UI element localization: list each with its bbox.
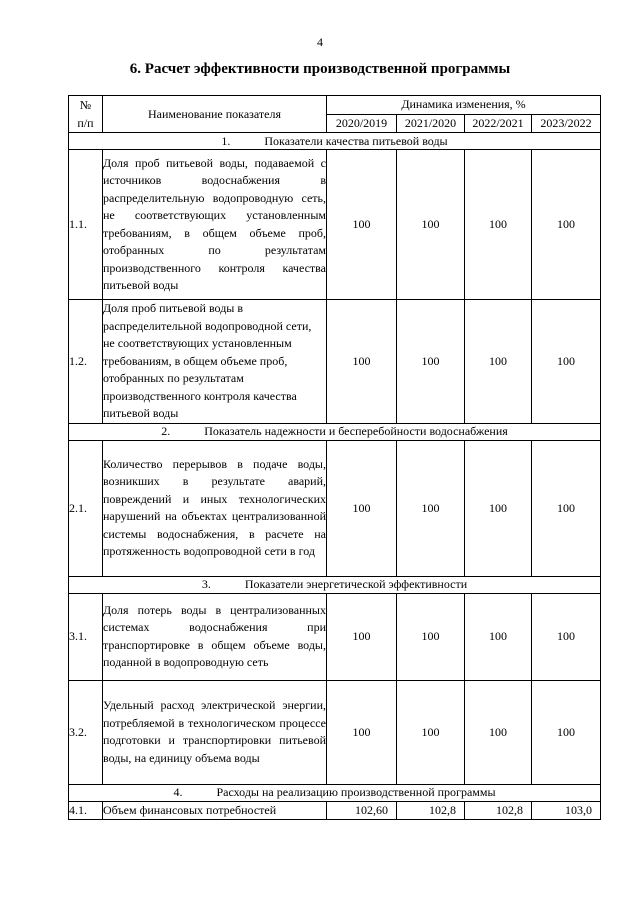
- row-value: 100: [327, 300, 397, 424]
- table-row: [69, 801, 601, 820]
- row-value: 100: [532, 680, 601, 784]
- row-value: 103,0: [532, 801, 601, 820]
- row-number: 4.1.: [69, 801, 103, 820]
- page-number: 4: [317, 35, 323, 49]
- row-number: 2.1.: [69, 440, 103, 576]
- row-value: 100: [465, 150, 532, 300]
- row-number: 3.1.: [69, 593, 103, 680]
- table-row: [69, 300, 601, 424]
- row-value: 100: [327, 593, 397, 680]
- header-dynamics: Динамика изменения, %: [327, 96, 601, 115]
- header-number: [69, 96, 103, 133]
- row-value: 100: [532, 300, 601, 424]
- row-number: 1.2.: [69, 300, 103, 424]
- header-number-line2: п/п: [77, 116, 94, 130]
- section-title-cell: [69, 576, 601, 593]
- row-value: 100: [397, 593, 465, 680]
- section-header: [69, 423, 601, 440]
- section-header: [69, 133, 601, 150]
- header-year: 2020/2019: [327, 114, 397, 133]
- row-value: 100: [465, 680, 532, 784]
- row-value: 102,8: [397, 801, 465, 820]
- row-value: 100: [327, 150, 397, 300]
- section-title-cell: [69, 784, 601, 801]
- page-title: 6. Расчет эффективности производственной программы: [129, 61, 511, 77]
- row-value: 102,60: [327, 801, 397, 820]
- section-number: 4.: [173, 785, 183, 799]
- row-value: 100: [465, 593, 532, 680]
- section-title: Расходы на реализацию производственной программы: [216, 785, 496, 799]
- table-row: [69, 680, 601, 784]
- row-number: 3.2.: [69, 680, 103, 784]
- table-row: [69, 593, 601, 680]
- row-value: 100: [397, 150, 465, 300]
- table-row: [69, 440, 601, 576]
- row-value: 100: [465, 300, 532, 424]
- section-title: Показатель надежности и бесперебойности водоснабжения: [204, 424, 508, 438]
- section-title: Показатели качества питьевой воды: [264, 133, 448, 148]
- row-indicator-name: Количество перерывов в подаче воды, возникших в результате аварий, повреждений и иных технологических нарушений на объектах централизованной системы водоснабжения, в расчете на протяженность водопроводной сети в год: [103, 440, 327, 576]
- row-value: 100: [532, 593, 601, 680]
- header-year: 2021/2020: [397, 114, 465, 133]
- row-value: 100: [532, 440, 601, 576]
- row-indicator-name: Объем финансовых потребностей: [103, 801, 327, 820]
- section-number: 1.: [221, 133, 231, 148]
- header-indicator-name: Наименование показателя: [103, 96, 327, 133]
- row-indicator-name: Доля потерь воды в централизованных системах водоснабжения при транспортировке в общем объеме воды, поданной в водопроводную сеть: [103, 593, 327, 680]
- section-number: 3.: [201, 577, 211, 591]
- row-value: 100: [532, 150, 601, 300]
- row-value: 100: [397, 300, 465, 424]
- table-row: [69, 150, 601, 300]
- row-value: 100: [327, 440, 397, 576]
- row-indicator-name: Доля проб питьевой воды в распределительной водопроводной сети, не соответствующих установленным требованиям, в общем объеме проб, отобранных по результатам производственного контроля качества питьевой воды: [103, 300, 327, 424]
- row-indicator-name: Доля проб питьевой воды, подаваемой с источников водоснабжения в распределительную водопроводную сеть, не соответствующих установленным требованиям, в общем объеме проб, отобранных по результатам производственного контроля качества питьевой воды: [103, 150, 327, 300]
- header-year: 2023/2022: [532, 114, 601, 133]
- row-value: 100: [397, 680, 465, 784]
- section-header: [69, 784, 601, 801]
- header-number-line1: №: [79, 98, 92, 112]
- efficiency-table: [68, 95, 601, 820]
- row-value: 100: [465, 440, 532, 576]
- section-title: Показатели энергетической эффективности: [244, 577, 468, 591]
- section-title-cell: [69, 423, 601, 440]
- section-title-cell: [69, 133, 601, 150]
- section-header: [69, 576, 601, 593]
- section-number: 2.: [161, 424, 171, 438]
- row-value: 100: [327, 680, 397, 784]
- row-indicator-name: Удельный расход электрической энергии, потребляемой в технологическом процессе подготовки и транспортировки питьевой воды, на единицу объема воды: [103, 680, 327, 784]
- row-number: 1.1.: [69, 150, 103, 300]
- header-year: 2022/2021: [465, 114, 532, 133]
- row-value: 102,8: [465, 801, 532, 820]
- row-value: 100: [397, 440, 465, 576]
